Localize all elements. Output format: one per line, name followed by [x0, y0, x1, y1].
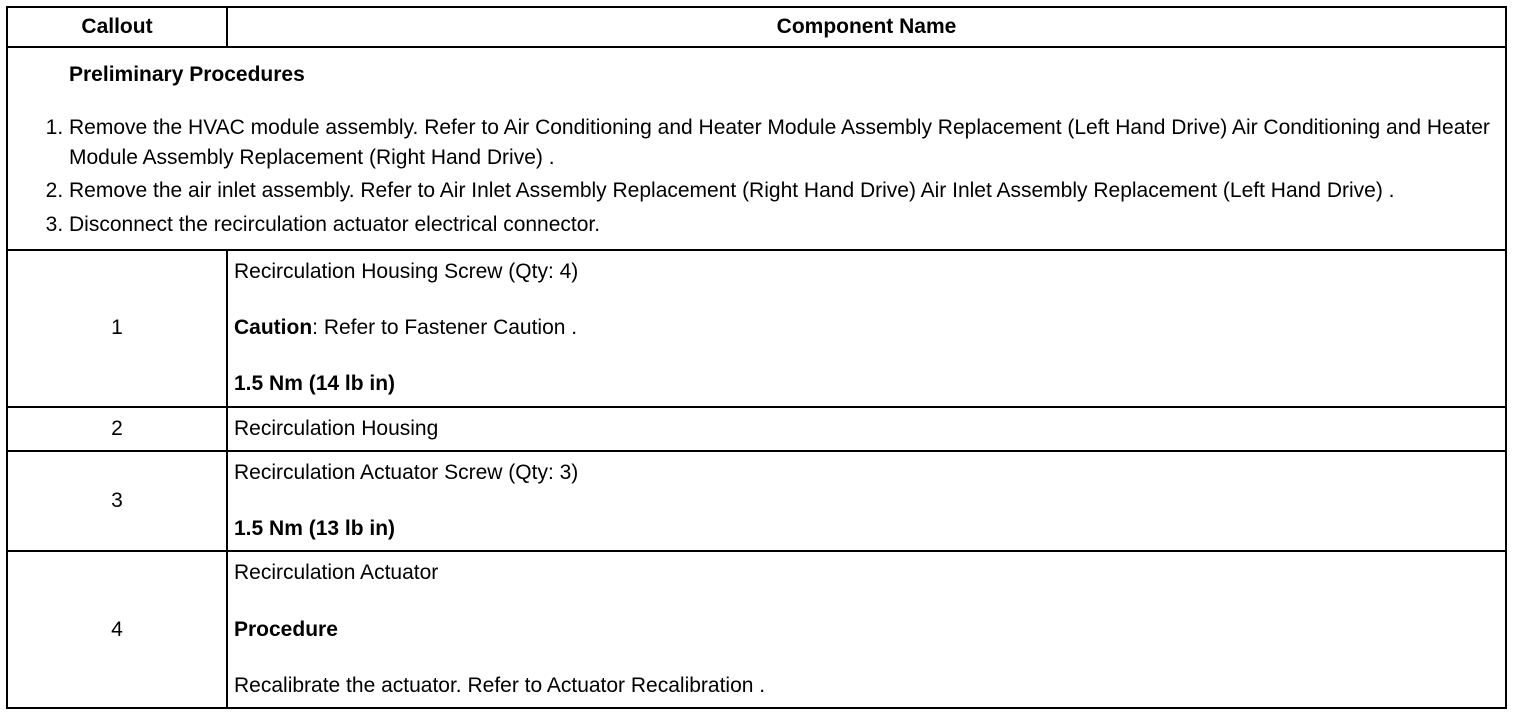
table-row — [7, 250, 1506, 407]
callout-cell: 1 — [7, 250, 227, 407]
procedure-label: Procedure — [234, 617, 338, 641]
preliminary-procedures — [7, 47, 1506, 250]
torque-spec: 1.5 Nm (14 lb in) — [234, 372, 396, 396]
procedure-text: Recalibrate the actuator. Refer to Actuator Recalibration . — [234, 673, 766, 697]
preliminary-step: 3. Disconnect the recirculation actuator electrical connector. — [69, 210, 1499, 239]
component-table — [6, 6, 1507, 709]
header-row — [7, 7, 1506, 47]
component-cell — [227, 407, 1506, 451]
table-row — [7, 451, 1506, 552]
caution-text: : Refer to Fastener Caution . — [312, 316, 578, 340]
callout-header: Callout — [7, 7, 227, 47]
preliminary-step: 2. Remove the air inlet assembly. Refer to Air Inlet Assembly Replacement (Right Hand Drive) Air Inlet Assembly Replacement (Left Hand Drive) . — [69, 176, 1499, 205]
preliminary-title: Preliminary Procedures — [69, 63, 305, 86]
callout-cell: 2 — [7, 407, 227, 451]
callout-cell: 4 — [7, 551, 227, 708]
component-name: Recirculation Housing Screw (Qty: 4) — [234, 259, 579, 283]
preliminary-steps — [14, 113, 1499, 239]
caution-label: Caution — [234, 316, 313, 340]
table-row — [7, 551, 1506, 708]
preliminary-row — [7, 47, 1506, 250]
component-name: Recirculation Housing — [234, 416, 439, 440]
component-cell — [227, 451, 1506, 552]
callout-cell: 3 — [7, 451, 227, 552]
component-name: Recirculation Actuator — [234, 561, 439, 585]
component-name-header: Component Name — [227, 7, 1506, 47]
table-row — [7, 407, 1506, 451]
preliminary-step: 1. Remove the HVAC module assembly. Refer to Air Conditioning and Heater Module Assembly Replacement (Left Hand Drive) Air Conditioning and Heater Module Assembly Replacement (Right Hand Drive) . — [69, 113, 1499, 172]
component-cell — [227, 551, 1506, 708]
caution-note — [234, 315, 1499, 341]
component-cell — [227, 250, 1506, 407]
component-name: Recirculation Actuator Screw (Qty: 3) — [234, 460, 579, 484]
torque-spec: 1.5 Nm (13 lb in) — [234, 517, 396, 541]
